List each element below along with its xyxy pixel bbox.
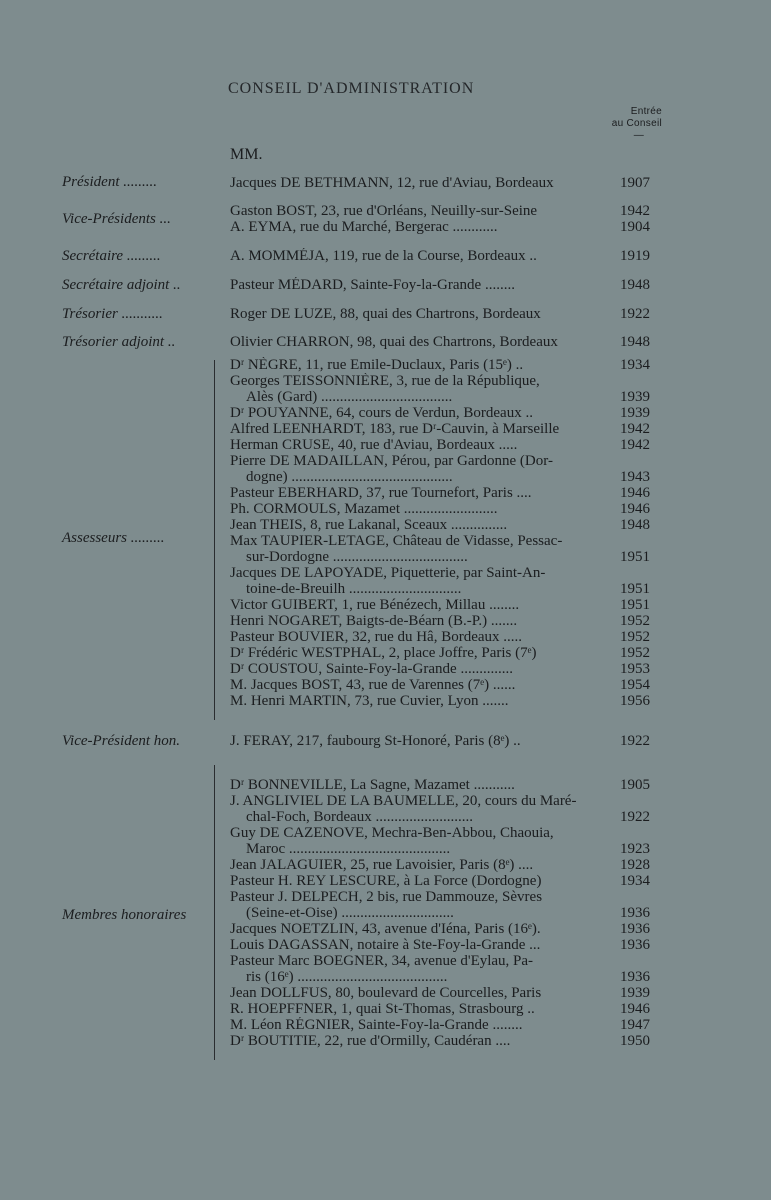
assesseurs-bracket — [214, 360, 221, 720]
entry-text: M. Jacques BOST, 43, rue de Varennes (7ᵉ) ...... — [230, 677, 516, 693]
entry-year: 1946 — [620, 501, 650, 517]
entry-text: Dʳ BONNEVILLE, La Sagne, Mazamet ........... — [230, 777, 515, 793]
entry-text: Pasteur J. DELPECH, 2 bis, rue Dammouze, Sèvres — [230, 889, 543, 905]
entry-year: 1934 — [620, 357, 650, 373]
entry-text: J. FERAY, 217, faubourg St-Honoré, Paris (8ᵉ) .. — [230, 733, 521, 749]
entry-year: 1948 — [620, 334, 650, 350]
role-secretaire-adjoint: Secrétaire adjoint .. — [62, 277, 181, 293]
entry-text: Roger DE LUZE, 88, quai des Chartrons, Bordeaux — [230, 306, 541, 322]
entry-text: Jacques NOETZLIN, 43, avenue d'Iéna, Paris (16ᵉ). — [230, 921, 541, 937]
entry-year: 1948 — [620, 517, 650, 533]
entry-year: 1904 — [620, 219, 650, 235]
entry-year: 1956 — [620, 693, 650, 709]
role-membres-honoraires: Membres honoraires — [62, 907, 187, 923]
entry-year: 1948 — [620, 277, 650, 293]
entry-text: Jean JALAGUIER, 25, rue Lavoisier, Paris (8ᵉ) .... — [230, 857, 534, 873]
entry-year: 1939 — [620, 405, 650, 421]
entry-text: Dʳ Frédéric WESTPHAL, 2, place Joffre, Paris (7ᵉ) — [230, 645, 537, 661]
entry-year: 1922 — [620, 306, 650, 322]
entry-year: 1954 — [620, 677, 650, 693]
column-header-entree — [590, 106, 662, 142]
entry-text: toine-de-Breuilh .............................. — [246, 581, 462, 597]
entry-text: M. Henri MARTIN, 73, rue Cuvier, Lyon ....... — [230, 693, 509, 709]
entry-year: 1947 — [620, 1017, 650, 1033]
entry-text: Pierre DE MADAILLAN, Pérou, par Gardonne (Dor- — [230, 453, 553, 469]
role-secretaire: Secrétaire ......... — [62, 248, 161, 264]
entry-text: Maroc ........................................... — [246, 841, 451, 857]
entry-year: 1919 — [620, 248, 650, 264]
entry-year: 1952 — [620, 629, 650, 645]
entry-year: 1939 — [620, 985, 650, 1001]
entry-year: 1950 — [620, 1033, 650, 1049]
entry-text: Jacques DE LAPOYADE, Piquetterie, par Saint-An- — [230, 565, 546, 581]
role-tresorier-adjoint: Trésorier adjoint .. — [62, 334, 176, 350]
entry-year: 1952 — [620, 645, 650, 661]
entry-year: 1942 — [620, 203, 650, 219]
entry-text: ris (16ᵉ) ........................................ — [246, 969, 448, 985]
entry-year: 1922 — [620, 733, 650, 749]
entry-text: Jean THEIS, 8, rue Lakanal, Sceaux ............... — [230, 517, 508, 533]
entry-text: Max TAUPIER-LETAGE, Château de Vidasse, Pessac- — [230, 533, 563, 549]
entry-text: Pasteur BOUVIER, 32, rue du Hâ, Bordeaux ..... — [230, 629, 523, 645]
entry-year: 1951 — [620, 581, 650, 597]
entry-year: 1934 — [620, 873, 650, 889]
entry-year: 1946 — [620, 1001, 650, 1017]
entry-text: M. Léon RÉGNIER, Sainte-Foy-la-Grande ........ — [230, 1017, 523, 1033]
entry-text: dogne) ........................................... — [246, 469, 453, 485]
entry-text: J. ANGLIVIEL DE LA BAUMELLE, 20, cours du Maré- — [230, 793, 577, 809]
entry-year: 1942 — [620, 421, 650, 437]
entry-text: A. EYMA, rue du Marché, Bergerac ............ — [230, 219, 498, 235]
membres-honoraires-bracket — [214, 765, 221, 1060]
entry-year: 1936 — [620, 905, 650, 921]
entry-text: Pasteur EBERHARD, 37, rue Tournefort, Paris .... — [230, 485, 532, 501]
entry-year: 1951 — [620, 549, 650, 565]
column-header-line1: Entrée — [630, 106, 662, 117]
entry-text: Dʳ POUYANNE, 64, cours de Verdun, Bordeaux .. — [230, 405, 533, 421]
role-president: Président ......... — [62, 174, 157, 190]
role-tresorier: Trésorier ........... — [62, 306, 163, 322]
entry-text: chal-Foch, Bordeaux .......................... — [246, 809, 474, 825]
column-header-line2: au Conseil — [611, 118, 662, 129]
entry-text: sur-Dordogne .................................... — [246, 549, 468, 565]
entry-year: 1922 — [620, 809, 650, 825]
entry-text: Pasteur Marc BOEGNER, 34, avenue d'Eylau, Pa- — [230, 953, 534, 969]
entry-year: 1936 — [620, 921, 650, 937]
entry-text: Victor GUIBERT, 1, rue Bénézech, Millau ........ — [230, 597, 520, 613]
entry-text: Olivier CHARRON, 98, quai des Chartrons, Bordeaux — [230, 334, 558, 350]
entry-text: (Seine-et-Oise) .............................. — [246, 905, 454, 921]
entry-text: Gaston BOST, 23, rue d'Orléans, Neuilly-sur-Seine — [230, 203, 538, 219]
entry-text: Guy DE CAZENOVE, Mechra-Ben-Abbou, Chaouia, — [230, 825, 554, 841]
entry-year: 1953 — [620, 661, 650, 677]
entry-year: 1907 — [620, 175, 650, 191]
entry-year: 1936 — [620, 969, 650, 985]
entry-year: 1951 — [620, 597, 650, 613]
entry-year: 1942 — [620, 437, 650, 453]
entry-text: Ph. CORMOULS, Mazamet ......................... — [230, 501, 498, 517]
entry-text: Jean DOLLFUS, 80, boulevard de Courcelles, Paris — [230, 985, 542, 1001]
entry-text: Herman CRUSE, 40, rue d'Aviau, Bordeaux ..... — [230, 437, 518, 453]
role-assesseurs: Assesseurs ......... — [62, 530, 165, 546]
entry-year: 1928 — [620, 857, 650, 873]
entry-year: 1936 — [620, 937, 650, 953]
column-header-dash: — — [633, 130, 644, 141]
entry-text: Alfred LEENHARDT, 183, rue Dʳ-Cauvin, à Marseille — [230, 421, 560, 437]
entry-text: Georges TEISSONNIÈRE, 3, rue de la République, — [230, 373, 540, 389]
role-vice-president-hon: Vice-Président hon. — [62, 733, 181, 749]
entry-text: A. MOMMÉJA, 119, rue de la Course, Bordeaux .. — [230, 248, 537, 264]
entry-year: 1952 — [620, 613, 650, 629]
entry-text: Dʳ BOUTITIE, 22, rue d'Ormilly, Caudéran .... — [230, 1033, 511, 1049]
entry-text: R. HOEPFFNER, 1, quai St-Thomas, Strasbourg .. — [230, 1001, 535, 1017]
entry-year: 1905 — [620, 777, 650, 793]
role-vice-presidents: Vice-Présidents ... — [62, 211, 171, 227]
entry-text: Dʳ COUSTOU, Sainte-Foy-la-Grande .............. — [230, 661, 513, 677]
entry-text: Dʳ NÈGRE, 11, rue Emile-Duclaux, Paris (15ᵉ) .. — [230, 357, 524, 373]
entry-text: Henri NOGARET, Baigts-de-Béarn (B.-P.) ....... — [230, 613, 518, 629]
page-title: CONSEIL D'ADMINISTRATION — [228, 80, 475, 97]
entry-text: Jacques DE BETHMANN, 12, rue d'Aviau, Bordeaux — [230, 175, 554, 191]
entry-year: 1946 — [620, 485, 650, 501]
mm-heading: MM. — [230, 146, 263, 163]
entry-year: 1939 — [620, 389, 650, 405]
entry-text: Alès (Gard) ................................... — [246, 389, 453, 405]
entry-year: 1923 — [620, 841, 650, 857]
entry-text: Pasteur H. REY LESCURE, à La Force (Dordogne) — [230, 873, 542, 889]
entry-text: Louis DAGASSAN, notaire à Ste-Foy-la-Grande ... — [230, 937, 541, 953]
entry-text: Pasteur MÉDARD, Sainte-Foy-la-Grande ........ — [230, 277, 515, 293]
entry-year: 1943 — [620, 469, 650, 485]
